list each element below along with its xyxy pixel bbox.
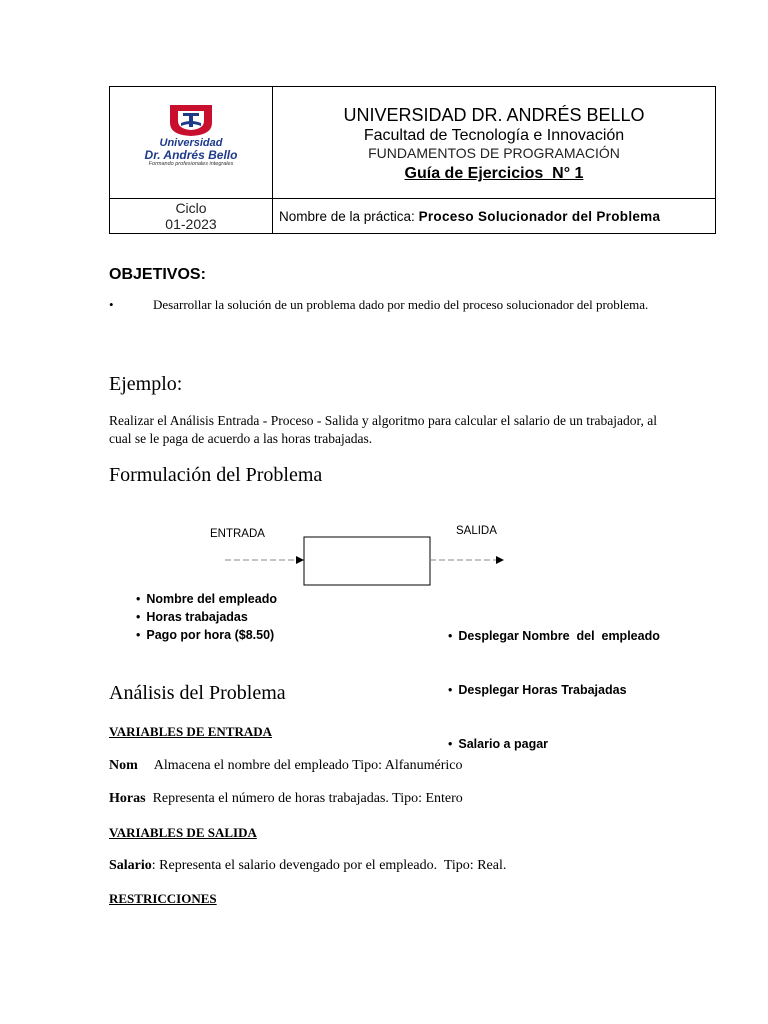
output-item: • Desplegar Nombre del empleado — [448, 627, 660, 645]
objective-bullet: • — [109, 297, 114, 312]
logo-line-universidad: Universidad — [159, 136, 223, 149]
header-table — [109, 86, 716, 234]
output-label: SALIDA — [456, 525, 497, 537]
output-list — [448, 591, 660, 771]
var-name: Nom — [109, 758, 138, 773]
practice-label: Nombre de la práctica: — [279, 208, 415, 224]
output-var-salario — [109, 858, 506, 874]
input-item: • Horas trabajadas — [136, 608, 277, 626]
cycle-value: 01-2023 — [165, 216, 217, 232]
cycle-label: Ciclo — [175, 200, 207, 216]
logo-cell — [110, 87, 273, 199]
practice-cell — [273, 199, 716, 234]
objectives-title: OBJETIVOS: — [109, 266, 206, 283]
university-logo — [132, 103, 250, 183]
input-vars-title: VARIABLES DE ENTRADA — [109, 724, 273, 739]
input-label: ENTRADA — [210, 528, 265, 540]
objectives-text — [109, 295, 654, 314]
output-arrow-icon — [496, 556, 504, 564]
logo-tagline: Formando profesionales integrales — [148, 160, 234, 167]
example-text: Realizar el Análisis Entrada - Proceso - Salida y algoritmo para calcular el salario de un trabajador, al cual se le paga de acuerdo a las horas trabajadas. — [109, 413, 657, 446]
faculty-name: Facultad de Tecnología e Innovación — [363, 127, 625, 144]
course-name: FUNDAMENTOS DE PROGRAMACIÓN — [368, 145, 620, 161]
var-desc: : Representa el salario devengado por el empleado. Tipo: Real. — [151, 858, 507, 873]
input-item: • Pago por hora ($8.50) — [136, 626, 277, 644]
input-var-nom — [109, 758, 462, 774]
var-desc: Representa el número de horas trabajadas. Tipo: Entero — [152, 791, 463, 806]
io-diagram — [200, 530, 520, 590]
restrictions-title: RESTRICCIONES — [109, 891, 217, 906]
var-name: Horas — [109, 791, 146, 806]
formulation-title: Formulación del Problema — [109, 464, 323, 486]
output-item: • Salario a pagar — [448, 735, 660, 753]
input-arrow-icon — [296, 556, 304, 564]
university-crest-icon — [166, 103, 216, 137]
output-item: • Desplegar Horas Trabajadas — [448, 681, 660, 699]
process-box — [304, 537, 430, 585]
cycle-cell — [110, 199, 273, 234]
guide-title: Guía de Ejercicios N° 1 — [404, 165, 584, 182]
university-name: UNIVERSIDAD DR. ANDRÉS BELLO — [343, 105, 645, 125]
title-cell — [273, 87, 716, 199]
var-name: Salario — [109, 858, 152, 873]
output-vars-title: VARIABLES DE SALIDA — [109, 825, 257, 840]
input-var-horas — [109, 791, 463, 807]
input-item: • Nombre del empleado — [136, 590, 277, 608]
input-list — [136, 590, 277, 644]
example-title: Ejemplo: — [109, 373, 183, 395]
practice-name: Proceso Solucionador del Problema — [418, 208, 661, 224]
logo-line-name: Dr. Andrés Bello — [144, 147, 238, 162]
objective-text: Desarrollar la solución de un problema dado por medio del proceso solucionador del problema. — [153, 297, 649, 312]
var-desc: Almacena el nombre del empleado Tipo: Alfanumérico — [153, 758, 463, 773]
analysis-title: Análisis del Problema — [109, 682, 286, 704]
